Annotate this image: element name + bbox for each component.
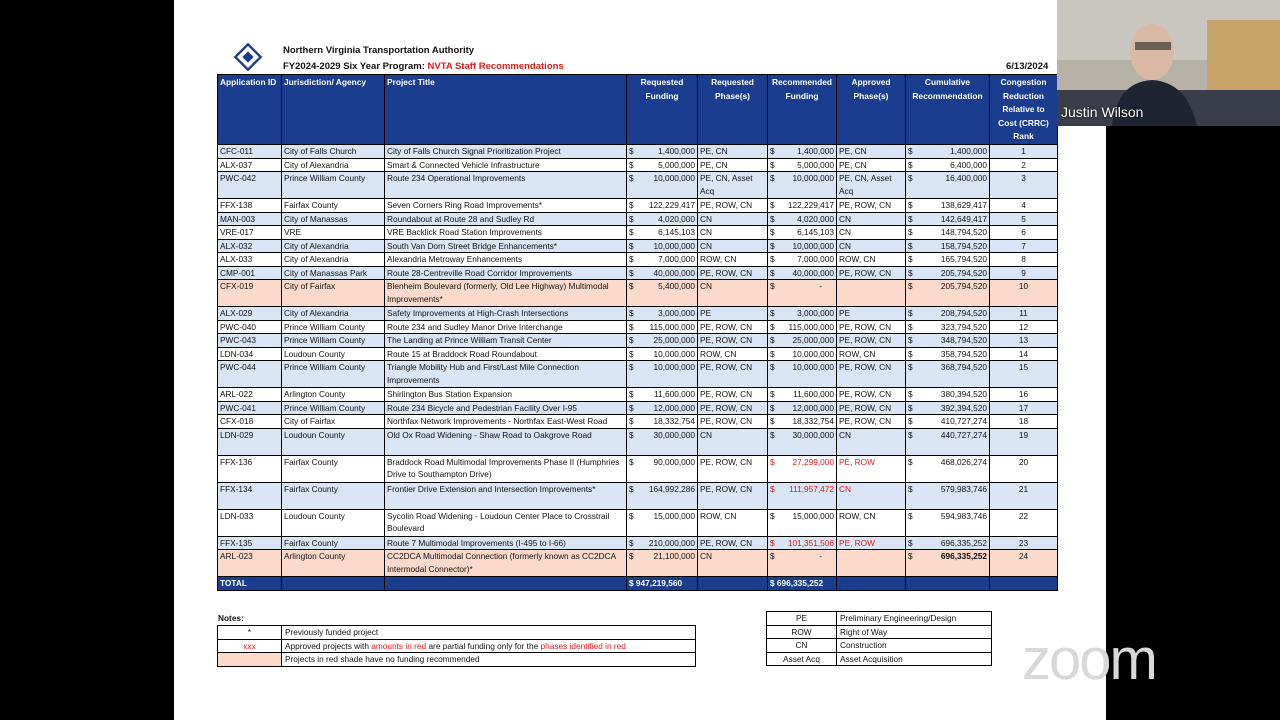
total-recommended: $ 696,335,252 — [768, 577, 837, 591]
cell-approved-phase: PE — [837, 307, 906, 321]
cell-application-id: CMP-001 — [218, 266, 282, 280]
cell-crrc-rank: 21 — [990, 482, 1058, 509]
cell-cumulative: $ 696,335,252 — [906, 536, 990, 550]
cell-recommended-funding: $ 111,957,472 — [768, 482, 837, 509]
cell-recommended-funding: $ 10,000,000 — [768, 172, 837, 199]
total-row — [218, 577, 1058, 591]
note-row — [218, 653, 696, 667]
cell-crrc-rank: 3 — [990, 172, 1058, 199]
cell-crrc-rank: 2 — [990, 158, 1058, 172]
note-row — [218, 626, 696, 640]
cell-application-id: FFX-134 — [218, 482, 282, 509]
cell-crrc-rank: 18 — [990, 415, 1058, 429]
cell-requested-phase: PE, ROW, CN — [698, 266, 768, 280]
cell-project-title: Safety Improvements at High-Crash Intersections — [385, 307, 627, 321]
cell-application-id: PWC-042 — [218, 172, 282, 199]
table-row — [218, 334, 1058, 348]
col-header: Jurisdiction/ Agency — [282, 75, 385, 145]
cell-agency: City of Alexandria — [282, 307, 385, 321]
cell-agency: Prince William County — [282, 361, 385, 388]
cell-recommended-funding: $ 12,000,000 — [768, 401, 837, 415]
cell-cumulative: $ 158,794,520 — [906, 239, 990, 253]
report-date: 6/13/2024 — [1006, 61, 1049, 72]
cell-approved-phase: PE, ROW, CN — [837, 361, 906, 388]
cell-project-title: Alexandria Metroway Enhancements — [385, 253, 627, 267]
table-row — [218, 455, 1058, 482]
cell-requested-phase: CN — [698, 280, 768, 307]
cell-crrc-rank: 8 — [990, 253, 1058, 267]
cell-agency: Loudoun County — [282, 509, 385, 536]
cell-crrc-rank: 9 — [990, 266, 1058, 280]
cell-recommended-funding: $ 7,000,000 — [768, 253, 837, 267]
cell-agency: City of Manassas — [282, 212, 385, 226]
notes-table — [217, 625, 696, 667]
cell-requested-funding: $ 12,000,000 — [627, 401, 698, 415]
cell-project-title: Shirlington Bus Station Expansion — [385, 388, 627, 402]
cell-approved-phase: CN — [837, 226, 906, 240]
cell-cumulative: $ 380,394,520 — [906, 388, 990, 402]
cell-requested-phase: PE, ROW, CN — [698, 455, 768, 482]
cell-project-title: VRE Backlick Road Station Improvements — [385, 226, 627, 240]
cell-recommended-funding: $ 18,332,754 — [768, 415, 837, 429]
cell-requested-phase: PE, ROW, CN — [698, 415, 768, 429]
legend-meaning: Construction — [837, 639, 992, 653]
cell-application-id: ALX-033 — [218, 253, 282, 267]
cell-agency: Prince William County — [282, 172, 385, 199]
cell-application-id: PWC-040 — [218, 320, 282, 334]
cell-recommended-funding: $ 6,145,103 — [768, 226, 837, 240]
cell-cumulative: $ 440,727,274 — [906, 428, 990, 455]
cell-approved-phase: ROW, CN — [837, 347, 906, 361]
cell-cumulative: $ 148,794,520 — [906, 226, 990, 240]
program-highlight: NVTA Staff Recommendations — [427, 61, 564, 72]
legend-abbr: Asset Acq — [767, 652, 837, 666]
cell-requested-funding: $ 164,992,286 — [627, 482, 698, 509]
cell-cumulative: $ 165,794,520 — [906, 253, 990, 267]
cell-cumulative: $ 6,400,000 — [906, 158, 990, 172]
cell-application-id: MAN-003 — [218, 212, 282, 226]
cell-cumulative: $ 696,335,252 — [906, 550, 990, 577]
cell-recommended-funding: $ 25,000,000 — [768, 334, 837, 348]
cell-crrc-rank: 16 — [990, 388, 1058, 402]
cell-project-title: Braddock Road Multimodal Improvements Phase II (Humphries Drive to Southampton Drive) — [385, 455, 627, 482]
cell-approved-phase: CN — [837, 239, 906, 253]
cell-crrc-rank: 6 — [990, 226, 1058, 240]
cell-cumulative: $ 358,794,520 — [906, 347, 990, 361]
cell-project-title: Old Ox Road Widening - Shaw Road to Oakgrove Road — [385, 428, 627, 455]
note-symbol: * — [218, 626, 282, 640]
cell-recommended-funding: $ - — [768, 550, 837, 577]
participant-video-tile[interactable] — [1057, 0, 1280, 126]
phase-legend — [766, 611, 992, 666]
cell-approved-phase: CN — [837, 482, 906, 509]
cell-application-id: PWC-041 — [218, 401, 282, 415]
table-row — [218, 361, 1058, 388]
legend-meaning: Right of Way — [837, 625, 992, 639]
cell-crrc-rank: 4 — [990, 199, 1058, 213]
cell-cumulative: $ 138,629,417 — [906, 199, 990, 213]
cell-crrc-rank: 10 — [990, 280, 1058, 307]
cell-agency: Loudoun County — [282, 347, 385, 361]
projects-table — [217, 74, 1058, 591]
cell-application-id: LDN-034 — [218, 347, 282, 361]
cell-crrc-rank: 14 — [990, 347, 1058, 361]
cell-crrc-rank: 24 — [990, 550, 1058, 577]
cell-agency: Fairfax County — [282, 455, 385, 482]
table-row — [218, 145, 1058, 159]
cell-recommended-funding: $ 15,000,000 — [768, 509, 837, 536]
cell-application-id: FFX-135 — [218, 536, 282, 550]
cell-agency: Fairfax County — [282, 536, 385, 550]
note-text: Projects in red shade have no funding recommended — [282, 653, 696, 667]
cell-approved-phase: PE, CN — [837, 145, 906, 159]
cell-recommended-funding: $ 115,000,000 — [768, 320, 837, 334]
cell-application-id: LDN-029 — [218, 428, 282, 455]
cell-project-title: Blenheim Boulevard (formerly, Old Lee Highway) Multimodal Improvements* — [385, 280, 627, 307]
cell-project-title: Seven Corners Ring Road Improvements* — [385, 199, 627, 213]
cell-requested-phase: ROW, CN — [698, 253, 768, 267]
cell-requested-phase: ROW, CN — [698, 509, 768, 536]
cell-approved-phase: ROW, CN — [837, 253, 906, 267]
cell-requested-funding: $ 6,145,103 — [627, 226, 698, 240]
cell-crrc-rank: 22 — [990, 509, 1058, 536]
table-row — [218, 266, 1058, 280]
note-swatch — [218, 653, 282, 667]
cell-approved-phase: PE, ROW, CN — [837, 320, 906, 334]
cell-agency: City of Fairfax — [282, 415, 385, 429]
cell-crrc-rank: 19 — [990, 428, 1058, 455]
cell-crrc-rank: 7 — [990, 239, 1058, 253]
cell-application-id: FFX-136 — [218, 455, 282, 482]
cell-requested-phase: PE, ROW, CN — [698, 199, 768, 213]
cell-requested-funding: $ 210,000,000 — [627, 536, 698, 550]
cell-project-title: Triangle Mobility Hub and First/Last Mile Connection Improvements — [385, 361, 627, 388]
cell-agency: Loudoun County — [282, 428, 385, 455]
cell-agency: City of Fairfax — [282, 280, 385, 307]
cell-requested-funding: $ 1,400,000 — [627, 145, 698, 159]
cell-recommended-funding: $ 101,351,506 — [768, 536, 837, 550]
cell-agency: Arlington County — [282, 550, 385, 577]
cell-recommended-funding: $ 3,000,000 — [768, 307, 837, 321]
cell-cumulative: $ 368,794,520 — [906, 361, 990, 388]
cell-crrc-rank: 12 — [990, 320, 1058, 334]
cell-agency: VRE — [282, 226, 385, 240]
cell-requested-phase: CN — [698, 428, 768, 455]
cell-cumulative: $ 142,649,417 — [906, 212, 990, 226]
org-name: Northern Virginia Transportation Authority — [283, 45, 475, 56]
cell-recommended-funding: $ 27,299,000 — [768, 455, 837, 482]
cell-agency: Prince William County — [282, 401, 385, 415]
cell-agency: City of Alexandria — [282, 158, 385, 172]
total-requested: $ 947,219,560 — [627, 577, 698, 591]
cell-recommended-funding: $ 10,000,000 — [768, 361, 837, 388]
cell-requested-funding: $ 7,000,000 — [627, 253, 698, 267]
note-text: Approved projects with amounts in red are partial funding only for the phases identified in red — [282, 639, 696, 653]
col-header: Congestion Reduction Relative to Cost (CRRC) Rank — [990, 75, 1058, 145]
cell-cumulative: $ 348,794,520 — [906, 334, 990, 348]
col-header: Cumulative Recommendation — [906, 75, 990, 145]
cell-application-id: LDN-033 — [218, 509, 282, 536]
table-row — [218, 536, 1058, 550]
cell-requested-phase: CN — [698, 550, 768, 577]
cell-crrc-rank: 23 — [990, 536, 1058, 550]
cell-project-title: Roundabout at Route 28 and Sudley Rd — [385, 212, 627, 226]
cell-crrc-rank: 20 — [990, 455, 1058, 482]
cell-project-title: Route 234 and Sudley Manor Drive Interchange — [385, 320, 627, 334]
cell-recommended-funding: $ 122,229,417 — [768, 199, 837, 213]
cell-requested-funding: $ 11,600,000 — [627, 388, 698, 402]
cell-requested-funding: $ 90,000,000 — [627, 455, 698, 482]
cell-project-title: Frontier Drive Extension and Intersection Improvements* — [385, 482, 627, 509]
note-row — [218, 639, 696, 653]
table-header-row — [218, 75, 1058, 145]
cell-approved-phase: PE, ROW, CN — [837, 199, 906, 213]
legend-row — [767, 652, 992, 666]
table-row — [218, 172, 1058, 199]
table-row — [218, 226, 1058, 240]
cell-project-title: Smart & Connected Vehicle Infrastructure — [385, 158, 627, 172]
cell-crrc-rank: 13 — [990, 334, 1058, 348]
table-row — [218, 482, 1058, 509]
cell-requested-funding: $ 4,020,000 — [627, 212, 698, 226]
cell-approved-phase: PE, CN — [837, 158, 906, 172]
cell-application-id: PWC-044 — [218, 361, 282, 388]
cell-agency: Arlington County — [282, 388, 385, 402]
cell-requested-phase: PE, ROW, CN — [698, 536, 768, 550]
cell-requested-funding: $ 10,000,000 — [627, 361, 698, 388]
cell-requested-phase: PE, ROW, CN — [698, 401, 768, 415]
cell-project-title: Route 234 Bicycle and Pedestrian Facility Over I-95 — [385, 401, 627, 415]
table-row — [218, 428, 1058, 455]
legend-meaning: Preliminary Engineering/Design — [837, 612, 992, 626]
cell-project-title: Route 15 at Braddock Road Roundabout — [385, 347, 627, 361]
col-header: Requested Funding — [627, 75, 698, 145]
cell-approved-phase — [837, 550, 906, 577]
cell-requested-funding: $ 5,400,000 — [627, 280, 698, 307]
cell-project-title: CC2DCA Multimodal Connection (formerly known as CC2DCA Intermodal Connector)* — [385, 550, 627, 577]
nvta-logo-icon — [234, 43, 262, 71]
cell-agency: City of Falls Church — [282, 145, 385, 159]
cell-application-id: ARL-022 — [218, 388, 282, 402]
cell-project-title: Route 7 Multimodal Improvements (I-495 to I-66) — [385, 536, 627, 550]
cell-approved-phase: ROW, CN — [837, 509, 906, 536]
cell-requested-phase: PE — [698, 307, 768, 321]
col-header: Approved Phase(s) — [837, 75, 906, 145]
table-row — [218, 401, 1058, 415]
col-header: Recommended Funding — [768, 75, 837, 145]
cell-approved-phase: CN — [837, 428, 906, 455]
table-row — [218, 347, 1058, 361]
cell-requested-phase: ROW, CN — [698, 347, 768, 361]
cell-requested-phase: PE, ROW, CN — [698, 482, 768, 509]
cell-requested-funding: $ 25,000,000 — [627, 334, 698, 348]
cell-recommended-funding: $ 10,000,000 — [768, 347, 837, 361]
program-prefix: FY2024-2029 Six Year Program: — [283, 61, 425, 72]
cell-application-id: CFX-019 — [218, 280, 282, 307]
cell-recommended-funding: $ - — [768, 280, 837, 307]
cell-recommended-funding: $ 40,000,000 — [768, 266, 837, 280]
cell-requested-phase: PE, CN — [698, 158, 768, 172]
table-row — [218, 212, 1058, 226]
cell-agency: City of Manassas Park — [282, 266, 385, 280]
cell-requested-phase: CN — [698, 226, 768, 240]
cell-project-title: South Van Dorn Street Bridge Enhancements* — [385, 239, 627, 253]
cell-requested-funding: $ 115,000,000 — [627, 320, 698, 334]
cell-recommended-funding: $ 1,400,000 — [768, 145, 837, 159]
cell-agency: Prince William County — [282, 334, 385, 348]
cell-requested-funding: $ 21,100,000 — [627, 550, 698, 577]
shared-slide — [174, 0, 1106, 720]
cell-requested-funding: $ 10,000,000 — [627, 347, 698, 361]
cell-requested-phase: PE, ROW, CN — [698, 388, 768, 402]
notes-label: Notes: — [218, 613, 244, 623]
cell-application-id: CFX-018 — [218, 415, 282, 429]
cell-application-id: ALX-032 — [218, 239, 282, 253]
cell-application-id: ARL-023 — [218, 550, 282, 577]
cell-crrc-rank: 5 — [990, 212, 1058, 226]
table-row — [218, 415, 1058, 429]
cell-agency: Fairfax County — [282, 199, 385, 213]
cell-requested-phase: PE, CN, Asset Acq — [698, 172, 768, 199]
cell-approved-phase: PE, CN, Asset Acq — [837, 172, 906, 199]
zoom-watermark: zoom — [1022, 627, 1156, 692]
legend-row — [767, 625, 992, 639]
cell-cumulative: $ 392,394,520 — [906, 401, 990, 415]
cell-agency: Prince William County — [282, 320, 385, 334]
cell-project-title: Route 234 Operational Improvements — [385, 172, 627, 199]
cell-agency: City of Alexandria — [282, 239, 385, 253]
col-header: Requested Phase(s) — [698, 75, 768, 145]
cell-requested-funding: $ 30,000,000 — [627, 428, 698, 455]
cell-crrc-rank: 17 — [990, 401, 1058, 415]
cell-application-id: CFC-011 — [218, 145, 282, 159]
cell-approved-phase: CN — [837, 212, 906, 226]
cell-requested-funding: $ 122,229,417 — [627, 199, 698, 213]
note-symbol: xxx — [218, 639, 282, 653]
table-row — [218, 509, 1058, 536]
cell-project-title: Route 28-Centreville Road Corridor Improvements — [385, 266, 627, 280]
cell-project-title: The Landing at Prince William Transit Center — [385, 334, 627, 348]
cell-requested-funding: $ 40,000,000 — [627, 266, 698, 280]
cell-requested-phase: PE, ROW, CN — [698, 361, 768, 388]
cell-crrc-rank: 1 — [990, 145, 1058, 159]
cell-approved-phase: PE, ROW, CN — [837, 266, 906, 280]
cell-crrc-rank: 11 — [990, 307, 1058, 321]
legend-abbr: ROW — [767, 625, 837, 639]
cell-application-id: PWC-043 — [218, 334, 282, 348]
cell-cumulative: $ 16,400,000 — [906, 172, 990, 199]
cell-application-id: FFX-138 — [218, 199, 282, 213]
cell-cumulative: $ 208,794,520 — [906, 307, 990, 321]
cell-requested-funding: $ 15,000,000 — [627, 509, 698, 536]
cell-crrc-rank: 15 — [990, 361, 1058, 388]
cell-agency: City of Alexandria — [282, 253, 385, 267]
cell-requested-funding: $ 5,000,000 — [627, 158, 698, 172]
legend-abbr: CN — [767, 639, 837, 653]
cell-requested-phase: PE, ROW, CN — [698, 320, 768, 334]
cell-requested-funding: $ 3,000,000 — [627, 307, 698, 321]
cell-requested-phase: PE, ROW, CN — [698, 334, 768, 348]
cell-application-id: ALX-029 — [218, 307, 282, 321]
cell-project-title: City of Falls Church Signal Prioritization Project — [385, 145, 627, 159]
table-row — [218, 239, 1058, 253]
cell-approved-phase: PE, ROW — [837, 536, 906, 550]
col-header: Project Title — [385, 75, 627, 145]
table-row — [218, 280, 1058, 307]
cell-cumulative: $ 1,400,000 — [906, 145, 990, 159]
cell-cumulative: $ 205,794,520 — [906, 266, 990, 280]
cell-cumulative: $ 323,794,520 — [906, 320, 990, 334]
col-header: Application ID — [218, 75, 282, 145]
cell-approved-phase: PE, ROW — [837, 455, 906, 482]
cell-approved-phase: PE, ROW, CN — [837, 415, 906, 429]
table-row — [218, 253, 1058, 267]
cell-cumulative: $ 468,026,274 — [906, 455, 990, 482]
cell-approved-phase: PE, ROW, CN — [837, 334, 906, 348]
cell-recommended-funding: $ 10,000,000 — [768, 239, 837, 253]
cell-application-id: ALX-037 — [218, 158, 282, 172]
note-text: Previously funded project — [282, 626, 696, 640]
cell-requested-phase: CN — [698, 239, 768, 253]
cell-cumulative: $ 410,727,274 — [906, 415, 990, 429]
cell-recommended-funding: $ 5,000,000 — [768, 158, 837, 172]
table-body — [218, 145, 1058, 577]
cell-approved-phase: PE, ROW, CN — [837, 388, 906, 402]
cell-cumulative: $ 205,794,520 — [906, 280, 990, 307]
table-row — [218, 550, 1058, 577]
participant-name: Justin Wilson — [1061, 104, 1144, 120]
cell-approved-phase — [837, 280, 906, 307]
table-row — [218, 307, 1058, 321]
cell-requested-phase: PE, CN — [698, 145, 768, 159]
table-row — [218, 320, 1058, 334]
cell-requested-funding: $ 18,332,754 — [627, 415, 698, 429]
cell-approved-phase: PE, ROW, CN — [837, 401, 906, 415]
table-row — [218, 388, 1058, 402]
total-label: TOTAL — [218, 577, 282, 591]
program-title — [283, 61, 564, 72]
cell-agency: Fairfax County — [282, 482, 385, 509]
cell-cumulative: $ 594,983,746 — [906, 509, 990, 536]
legend-abbr: PE — [767, 612, 837, 626]
cell-recommended-funding: $ 11,600,000 — [768, 388, 837, 402]
legend-row — [767, 612, 992, 626]
cell-cumulative: $ 579,983,746 — [906, 482, 990, 509]
legend-row — [767, 639, 992, 653]
cell-requested-funding: $ 10,000,000 — [627, 239, 698, 253]
cell-project-title: Sycolin Road Widening - Loudoun Center Place to Crosstrail Boulevard — [385, 509, 627, 536]
table-row — [218, 158, 1058, 172]
cell-recommended-funding: $ 4,020,000 — [768, 212, 837, 226]
cell-requested-phase: CN — [698, 212, 768, 226]
cell-project-title: Northfax Network Improvements - Northfax East-West Road — [385, 415, 627, 429]
cell-application-id: VRE-017 — [218, 226, 282, 240]
legend-meaning: Asset Acquisition — [837, 652, 992, 666]
table-row — [218, 199, 1058, 213]
cell-requested-funding: $ 10,000,000 — [627, 172, 698, 199]
cell-recommended-funding: $ 30,000,000 — [768, 428, 837, 455]
